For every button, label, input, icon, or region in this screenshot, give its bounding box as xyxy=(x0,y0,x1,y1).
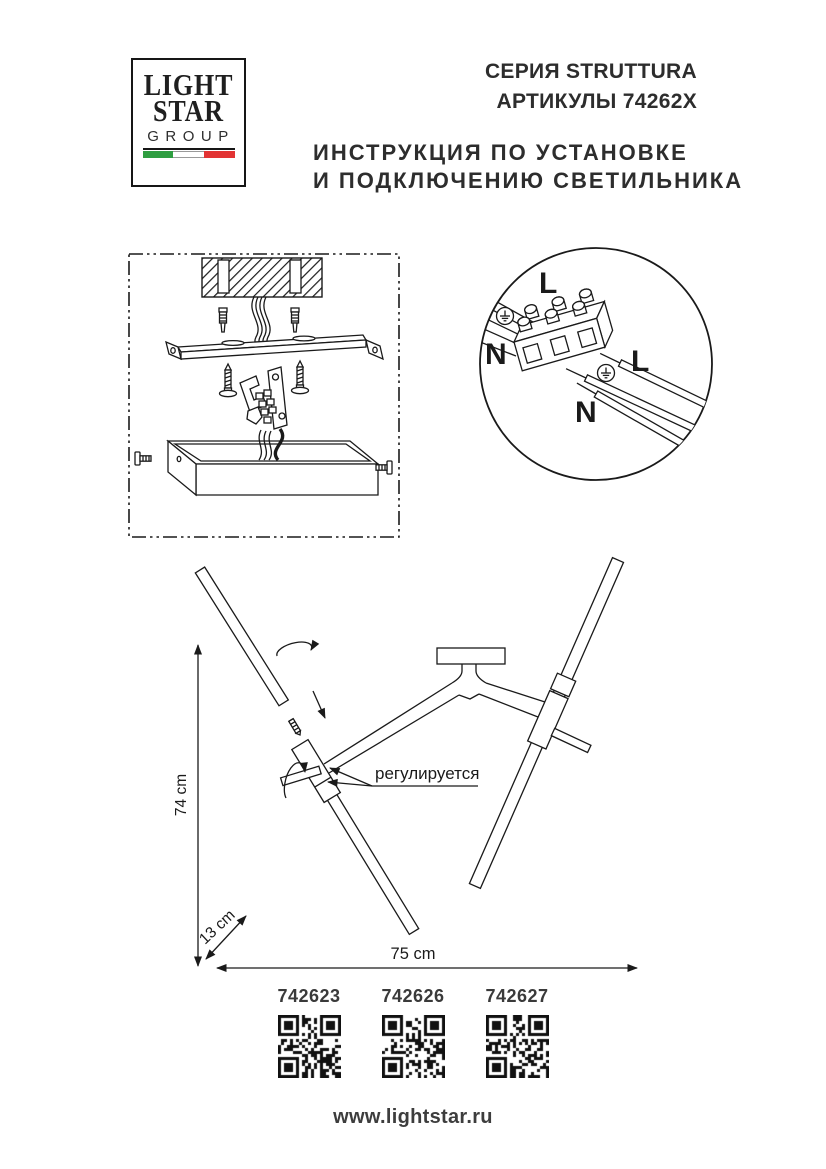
dim-height-label: 74 cm xyxy=(173,773,190,817)
tube-stub-right xyxy=(551,728,591,752)
series-title-block xyxy=(485,57,697,117)
ground-icon xyxy=(598,365,615,382)
lightstar-logo xyxy=(131,58,246,187)
dim-width-label: 75 cm xyxy=(390,945,436,963)
article-number: 742626 xyxy=(381,986,445,1006)
logo-word-star: STAR xyxy=(153,93,224,128)
support-arm-left xyxy=(324,683,459,773)
ceiling-plate xyxy=(437,648,505,699)
neutral-label-right: N xyxy=(575,396,597,429)
logo-word-group: GROUP xyxy=(147,128,235,145)
logo-word-light: LIGHT xyxy=(143,67,234,102)
instruction-title-block xyxy=(313,139,743,195)
bolt-icon xyxy=(135,452,151,465)
neutral-label-left: N xyxy=(485,338,507,371)
ground-icon xyxy=(497,308,514,325)
italian-flag-icon xyxy=(143,148,235,158)
series-title: СЕРИЯ STRUTTURA xyxy=(484,60,697,83)
article-number: 742623 xyxy=(277,986,341,1006)
ceiling-section xyxy=(202,258,322,297)
article-number: 742627 xyxy=(485,986,549,1006)
website-url: www.lightstar.ru xyxy=(333,1106,493,1128)
flag-green-segment xyxy=(143,151,174,158)
flag-white-segment xyxy=(173,151,204,158)
insert-arrow-icon xyxy=(313,691,325,718)
adjustable-label: регулируется xyxy=(375,764,480,783)
live-label-right: L xyxy=(631,345,650,378)
wall-anchor-icon xyxy=(291,308,299,332)
dim-depth-label: 13 cm xyxy=(196,906,239,948)
screw-icon xyxy=(220,364,237,397)
product-article xyxy=(277,986,341,1078)
instruction-line-2: И ПОДКЛЮЧЕНИЮ СВЕТИЛЬНИКА xyxy=(313,168,744,193)
lamp-tube-right xyxy=(466,556,627,890)
dimension-height xyxy=(173,645,198,966)
installation-diagram xyxy=(128,253,400,538)
lamp-tube-detached xyxy=(195,567,288,706)
rotate-arrow-icon xyxy=(277,642,312,656)
product-qr-codes xyxy=(0,986,826,1078)
dimension-width xyxy=(217,945,637,968)
qr-code xyxy=(278,1015,341,1078)
terminal-block-assembly xyxy=(240,367,287,429)
product-article xyxy=(381,986,445,1078)
dimension-depth xyxy=(196,907,246,959)
support-arm-right xyxy=(479,683,545,717)
qr-code xyxy=(382,1015,445,1078)
fixture-dimension-drawing xyxy=(160,548,645,978)
wiring-detail-diagram xyxy=(476,244,716,484)
articles-title: АРТИКУЛЫ 74262X xyxy=(496,90,697,113)
adjustable-callout xyxy=(328,764,479,786)
live-label-left: L xyxy=(539,267,558,300)
screw-icon xyxy=(292,361,309,394)
wall-anchor-icon xyxy=(219,308,227,332)
product-article xyxy=(485,986,549,1078)
flag-red-segment xyxy=(204,151,235,158)
qr-code xyxy=(486,1015,549,1078)
instruction-line-1: ИНСТРУКЦИЯ ПО УСТАНОВКЕ xyxy=(313,140,688,165)
canopy-box xyxy=(168,441,378,495)
set-screw-icon xyxy=(289,719,302,737)
mounting-bracket xyxy=(166,335,383,359)
